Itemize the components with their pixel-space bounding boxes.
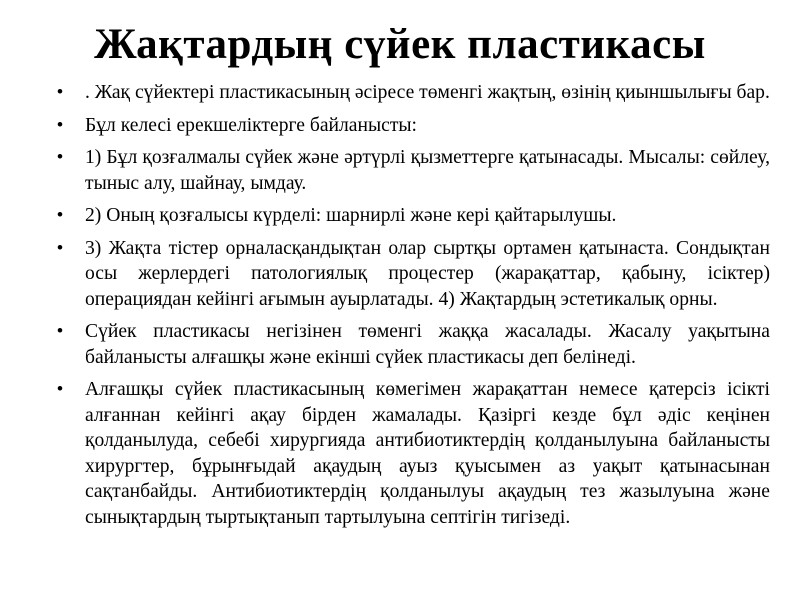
list-item: [55, 113, 770, 139]
bullet-text: Бұл келесі ерекшеліктерге байланысты:: [85, 114, 418, 136]
bullet-icon: •: [57, 205, 63, 225]
bullet-text: Алғашқы сүйек пластикасының көмегімен жарақаттан немесе қатерсіз ісікті алғаннан кейінгі ақау бірден жамалады. Қазіргі кезде бұл әдіс кеңінен қолданылуда, себебі хирургияда антибиотиктердің қолданылуына байланысты хирургтер, бұрынғыдай ақаудың ауыз қуысымен аз уақыт қатынасынан сақтанбайды. Антибиотиктердің қолданылуы ақаудың тез жазылуына және сынықтардың тыртықтанып тартылуына септігін тигізеді.: [85, 379, 770, 528]
bullet-text: . Жақ сүйектері пластикасының әсіресе төменгі жақтың, өзінің қиыншылығы бар.: [85, 82, 770, 104]
list-item: [55, 203, 770, 229]
bullet-text: 1) Бұл қозғалмалы сүйек және әртүрлі қызметтерге қатынасады. Мысалы: сөйлеу, тыныс алу, шайнау, ымдау.: [85, 147, 770, 194]
bullet-text: 3) Жақта тістер орналасқандықтан олар сыртқы ортамен қатынаста. Сондықтан осы жерлердегі патологиялық процестер (жарақаттар, қабыну, ісіктер) операциядан кейінгі ағымын ауырлатады. 4) Жақтардың эстетикалық орны.: [85, 237, 770, 310]
slide-title: Жақтардың сүйек пластикасы: [94, 21, 706, 68]
bullet-icon: •: [57, 82, 63, 102]
list-item: [55, 377, 770, 530]
list-item: [55, 236, 770, 313]
list-item: [55, 145, 770, 196]
bullet-icon: •: [57, 147, 63, 167]
bullet-icon: •: [57, 114, 63, 134]
bullet-icon: •: [57, 321, 63, 341]
bullet-icon: •: [57, 379, 63, 399]
list-item: [55, 80, 770, 106]
bullet-text: Сүйек пластикасы негізінен төменгі жаққа жасалады. Жасалу уақытына байланысты алғашқы және екінші сүйек пластикасы деп белінеді.: [85, 321, 770, 368]
bullet-text: 2) Оның қозғалысы күрделі: шарнирлі және кері қайтарылушы.: [85, 205, 617, 227]
bullet-list: [55, 80, 770, 530]
bullet-icon: •: [57, 237, 63, 257]
list-item: [55, 319, 770, 370]
